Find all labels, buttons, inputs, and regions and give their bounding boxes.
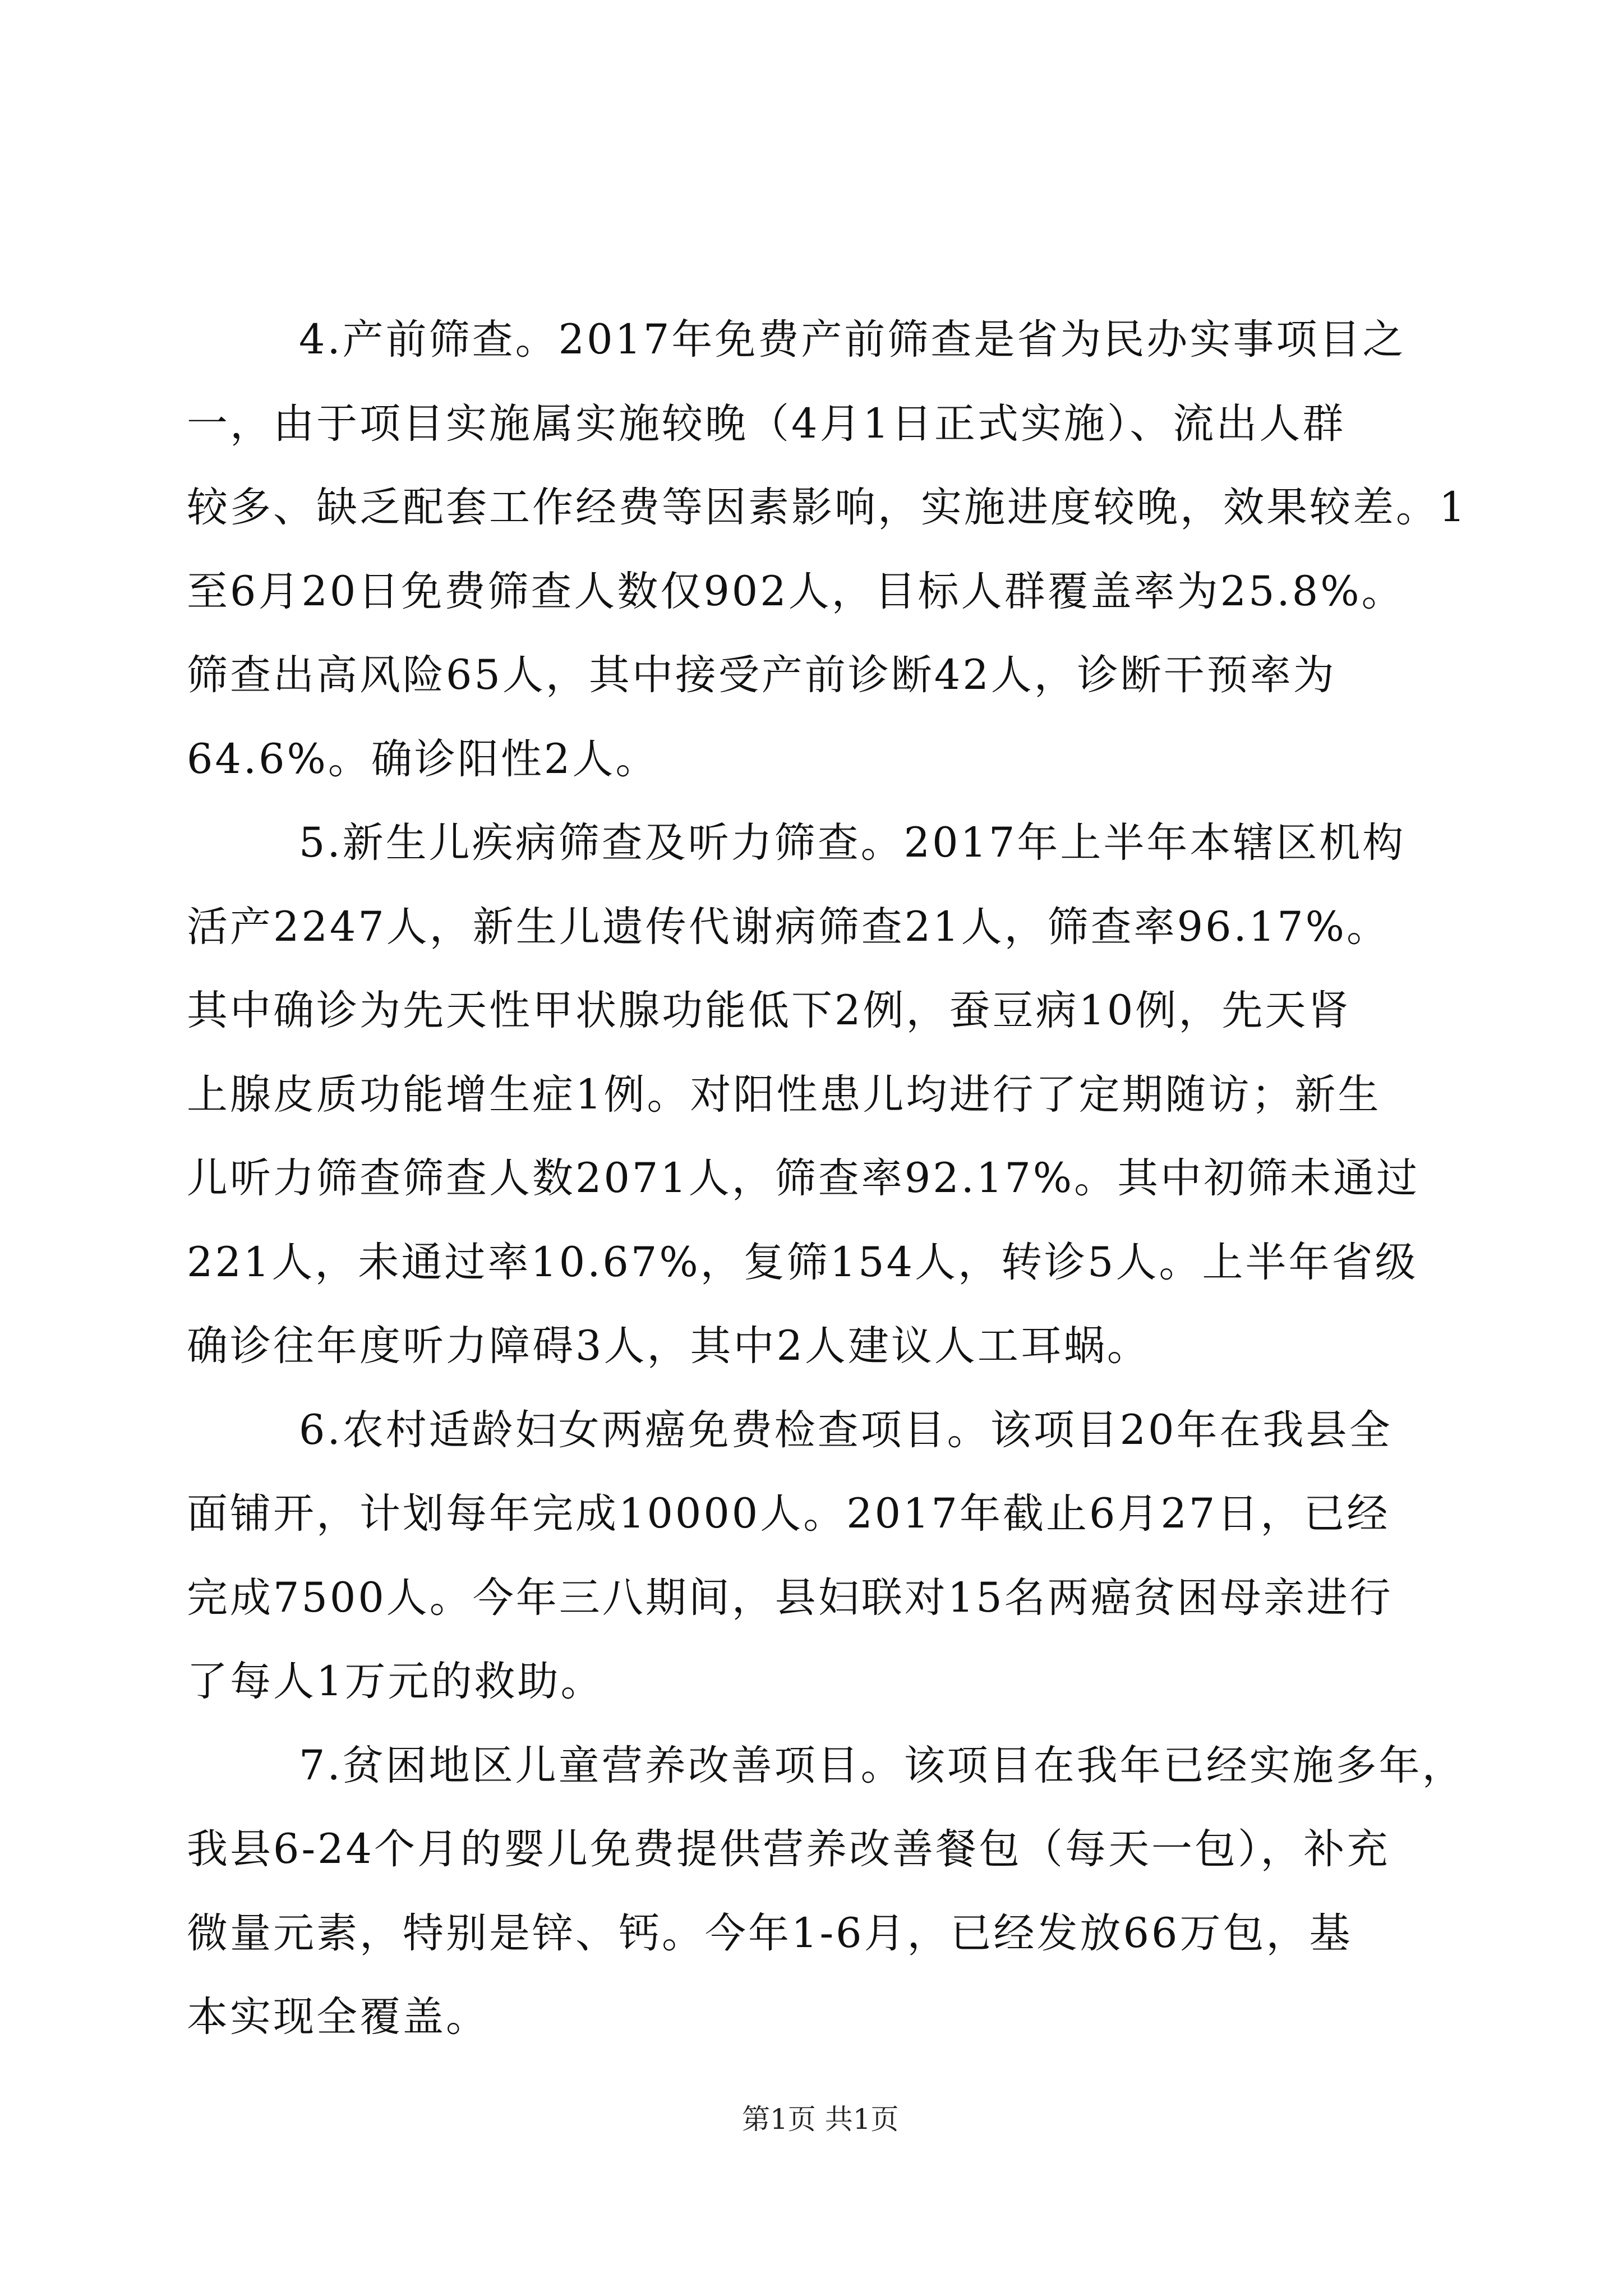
paragraph-4-line-5: 筛查出高风险65人，其中接受产前诊断42人，诊断干预率为: [187, 651, 1336, 699]
paragraph-6-line-1: 6.农村适龄妇女两癌免费检查项目。该项目20年在我县全: [299, 1406, 1393, 1454]
paragraph-5-line-2: 活产2247人，新生儿遗传代谢病筛查21人，筛查率96.17%。: [187, 903, 1390, 951]
paragraph-5-line-7: 确诊往年度听力障碍3人，其中2人建议人工耳蜗。: [187, 1322, 1150, 1370]
paragraph-7-line-2: 我县6-24个月的婴儿免费提供营养改善餐包（每天一包），补充: [187, 1825, 1390, 1873]
paragraph-6-line-3: 完成7500人。今年三八期间，县妇联对15名两癌贫困母亲进行: [187, 1574, 1393, 1622]
paragraph-5-line-1: 5.新生儿疾病筛查及听力筛查。2017年上半年本辖区机构: [299, 819, 1406, 867]
paragraph-4-line-3: 较多、缺乏配套工作经费等因素影响，实施进度较晚，效果较差。1: [187, 484, 1468, 531]
paragraph-7-line-3: 微量元素，特别是锌、钙。今年1-6月，已经发放66万包，基: [187, 1910, 1353, 1957]
paragraph-7-line-1: 7.贫困地区儿童营养改善项目。该项目在我年已经实施多年，: [299, 1742, 1465, 1789]
paragraph-5-line-4: 上腺皮质功能增生症1例。对阳性患儿均进行了定期随访；新生: [187, 1071, 1381, 1119]
paragraph-4-line-2: 一，由于项目实施属实施较晚（4月1日正式实施）、流出人群: [187, 400, 1346, 448]
paragraph-6-line-4: 了每人1万元的救助。: [187, 1658, 604, 1705]
paragraph-6-line-2: 面铺开，计划每年完成10000人。2017年截止6月27日，已经: [187, 1490, 1390, 1538]
paragraph-4-line-4: 至6月20日免费筛查人数仅902人，目标人群覆盖率为25.8%。: [187, 568, 1405, 615]
paragraph-5-line-3: 其中确诊为先天性甲状腺功能低下2例，蚕豆病10例，先天肾: [187, 987, 1352, 1034]
paragraph-7-line-4: 本实现全覆盖。: [187, 1993, 489, 2041]
page-footer: 第1页 共1页: [742, 2103, 899, 2136]
paragraph-5-line-6: 221人，未通过率10.67%，复筛154人，转诊5人。上半年省级: [187, 1239, 1418, 1286]
paragraph-5-line-5: 儿听力筛查筛查人数2071人，筛查率92.17%。其中初筛未通过: [187, 1154, 1420, 1202]
paragraph-4-line-6: 64.6%。确诊阳性2人。: [187, 735, 659, 783]
paragraph-4-line-1: 4.产前筛查。2017年免费产前筛查是省为民办实事项目之: [299, 316, 1406, 364]
